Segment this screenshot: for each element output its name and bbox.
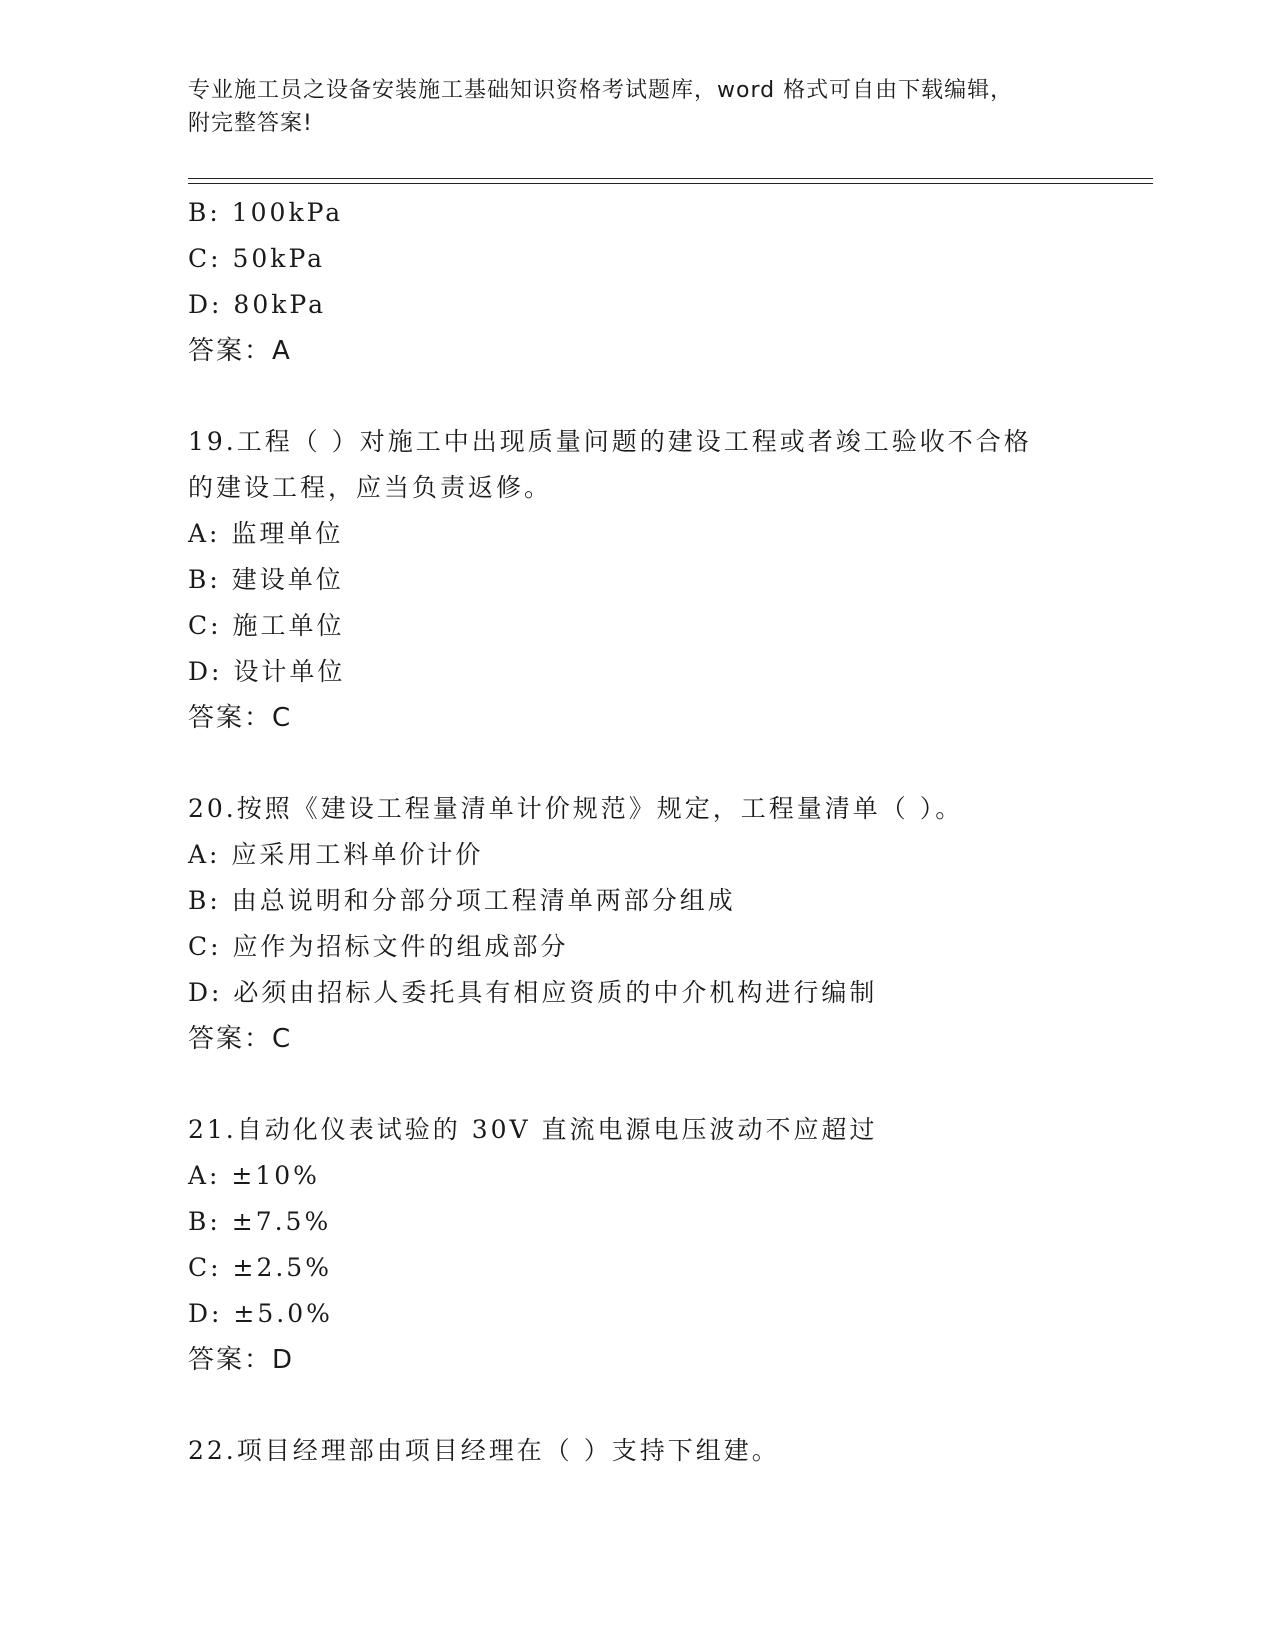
document-header — [188, 74, 1068, 140]
question-18-tail — [188, 190, 1088, 374]
option-d: D: 设计单位 — [188, 657, 346, 686]
option-d: D: ±5.0% — [188, 1299, 333, 1328]
header-title-line-1: 专业施工员之设备安装施工基础知识资格考试题库，word 格式可自由下载编辑， — [188, 78, 1014, 103]
option-c: C: 50kPa — [188, 244, 326, 273]
option-a: A: ±10% — [188, 1161, 320, 1190]
answer-line: 答案：C — [188, 1024, 293, 1054]
answer-line: 答案：C — [188, 703, 293, 733]
answer-line: 答案：A — [188, 336, 292, 366]
question-22 — [188, 1428, 1088, 1474]
option-b: B: 建设单位 — [188, 565, 344, 594]
spacer — [188, 374, 1088, 419]
question-20 — [188, 786, 1088, 1062]
question-list — [188, 190, 1088, 1474]
header-divider-bottom — [188, 183, 1153, 184]
option-b: B: 由总说明和分部分项工程清单两部分组成 — [188, 886, 736, 915]
question-21 — [188, 1107, 1088, 1383]
option-b: B: ±7.5% — [188, 1207, 332, 1236]
question-19 — [188, 419, 1088, 741]
header-title-line-2: 附完整答案! — [188, 111, 313, 136]
question-stem: 20.按照《建设工程量清单计价规范》规定，工程量清单（ ）。 — [188, 794, 964, 823]
header-divider-top — [188, 178, 1153, 179]
option-b: B: 100kPa — [188, 198, 344, 227]
spacer — [188, 1383, 1088, 1428]
option-d: D: 必须由招标人委托具有相应资质的中介机构进行编制 — [188, 978, 878, 1007]
question-stem-continued: 的建设工程，应当负责返修。 — [188, 473, 553, 502]
option-a: A: 应采用工料单价计价 — [188, 840, 484, 869]
option-c: C: 施工单位 — [188, 611, 345, 640]
option-c: C: 应作为招标文件的组成部分 — [188, 932, 569, 961]
option-a: A: 监理单位 — [188, 519, 344, 548]
option-d: D: 80kPa — [188, 290, 326, 319]
spacer — [188, 1062, 1088, 1107]
question-stem: 21.自动化仪表试验的 30V 直流电源电压波动不应超过 — [188, 1115, 878, 1144]
spacer — [188, 741, 1088, 786]
answer-line: 答案：D — [188, 1345, 295, 1375]
question-stem: 22.项目经理部由项目经理在（ ）支持下组建。 — [188, 1436, 780, 1465]
question-stem: 19.工程（ ）对施工中出现质量问题的建设工程或者竣工验收不合格 — [188, 427, 1032, 456]
option-c: C: ±2.5% — [188, 1253, 332, 1282]
